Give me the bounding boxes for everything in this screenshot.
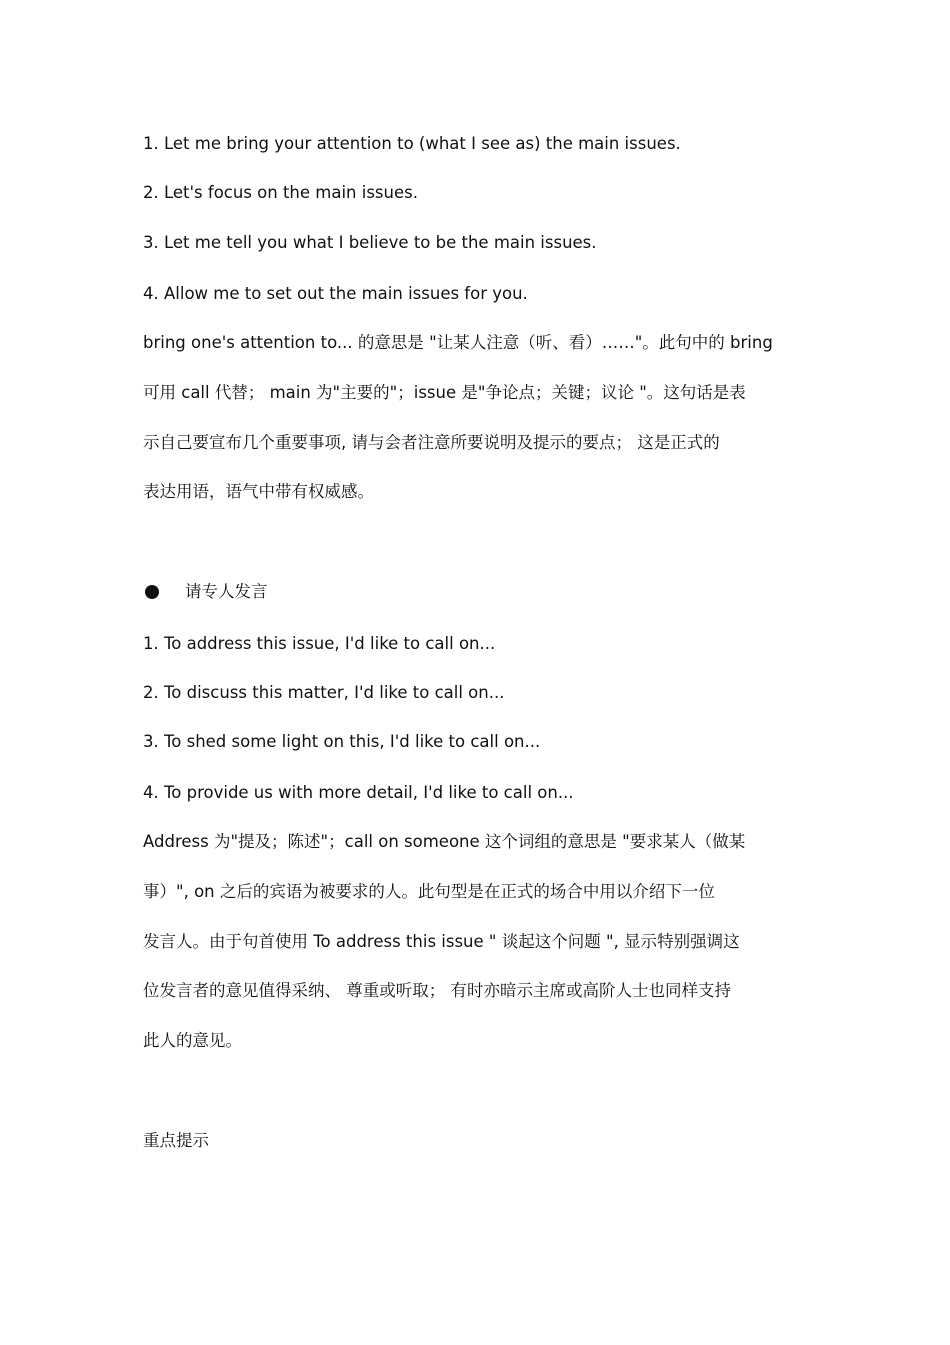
phrase-item-6: 2. To discuss this matter, I'd like to call on... bbox=[143, 683, 505, 702]
phrase-item-3: 3. Let me tell you what I believe to be the main issues. bbox=[143, 233, 597, 252]
phrase-item-2: 2. Let's focus on the main issues. bbox=[143, 183, 418, 202]
phrase-item-4: 4. Allow me to set out the main issues for you. bbox=[143, 284, 528, 303]
phrase-item-5: 1. To address this issue, I'd like to call on... bbox=[143, 634, 496, 653]
explanation-line-3: 示自己要宣布几个重要事项, 请与会者注意所要说明及提示的要点； 这是正式的 bbox=[143, 433, 720, 452]
explanation-line-6: 事）", on 之后的宾语为被要求的人。此句型是在正式的场合中用以介绍下一位 bbox=[143, 882, 715, 901]
bullet-icon bbox=[145, 585, 159, 599]
phrase-item-8: 4. To provide us with more detail, I'd like to call on... bbox=[143, 783, 574, 802]
phrase-item-7: 3. To shed some light on this, I'd like to call on... bbox=[143, 732, 541, 751]
section-heading-key-points: 重点提示 bbox=[143, 1131, 209, 1150]
section-heading-invite-speaker bbox=[143, 581, 268, 603]
explanation-line-2: 可用 call 代替； main 为"主要的"；issue 是"争论点；关键；议论 "。这句话是表 bbox=[143, 383, 746, 402]
explanation-line-7: 发言人。由于句首使用 To address this issue " 谈起这个问题 ", 显示特别强调这 bbox=[143, 932, 740, 951]
explanation-line-5: Address 为"提及；陈述"；call on someone 这个词组的意思是 "要求某人（做某 bbox=[143, 832, 746, 851]
explanation-line-8: 位发言者的意见值得采纳、 尊重或听取； 有时亦暗示主席或高阶人士也同样支持 bbox=[143, 981, 731, 1000]
phrase-item-1: 1. Let me bring your attention to (what I see as) the main issues. bbox=[143, 134, 681, 153]
explanation-line-9: 此人的意见。 bbox=[143, 1031, 242, 1050]
explanation-line-1: bring one's attention to... 的意思是 "让某人注意（听、看）……"。此句中的 bring bbox=[143, 333, 773, 352]
section-heading-text: 请专人发言 bbox=[185, 582, 268, 601]
explanation-line-4: 表达用语，语气中带有权威感。 bbox=[143, 482, 374, 501]
